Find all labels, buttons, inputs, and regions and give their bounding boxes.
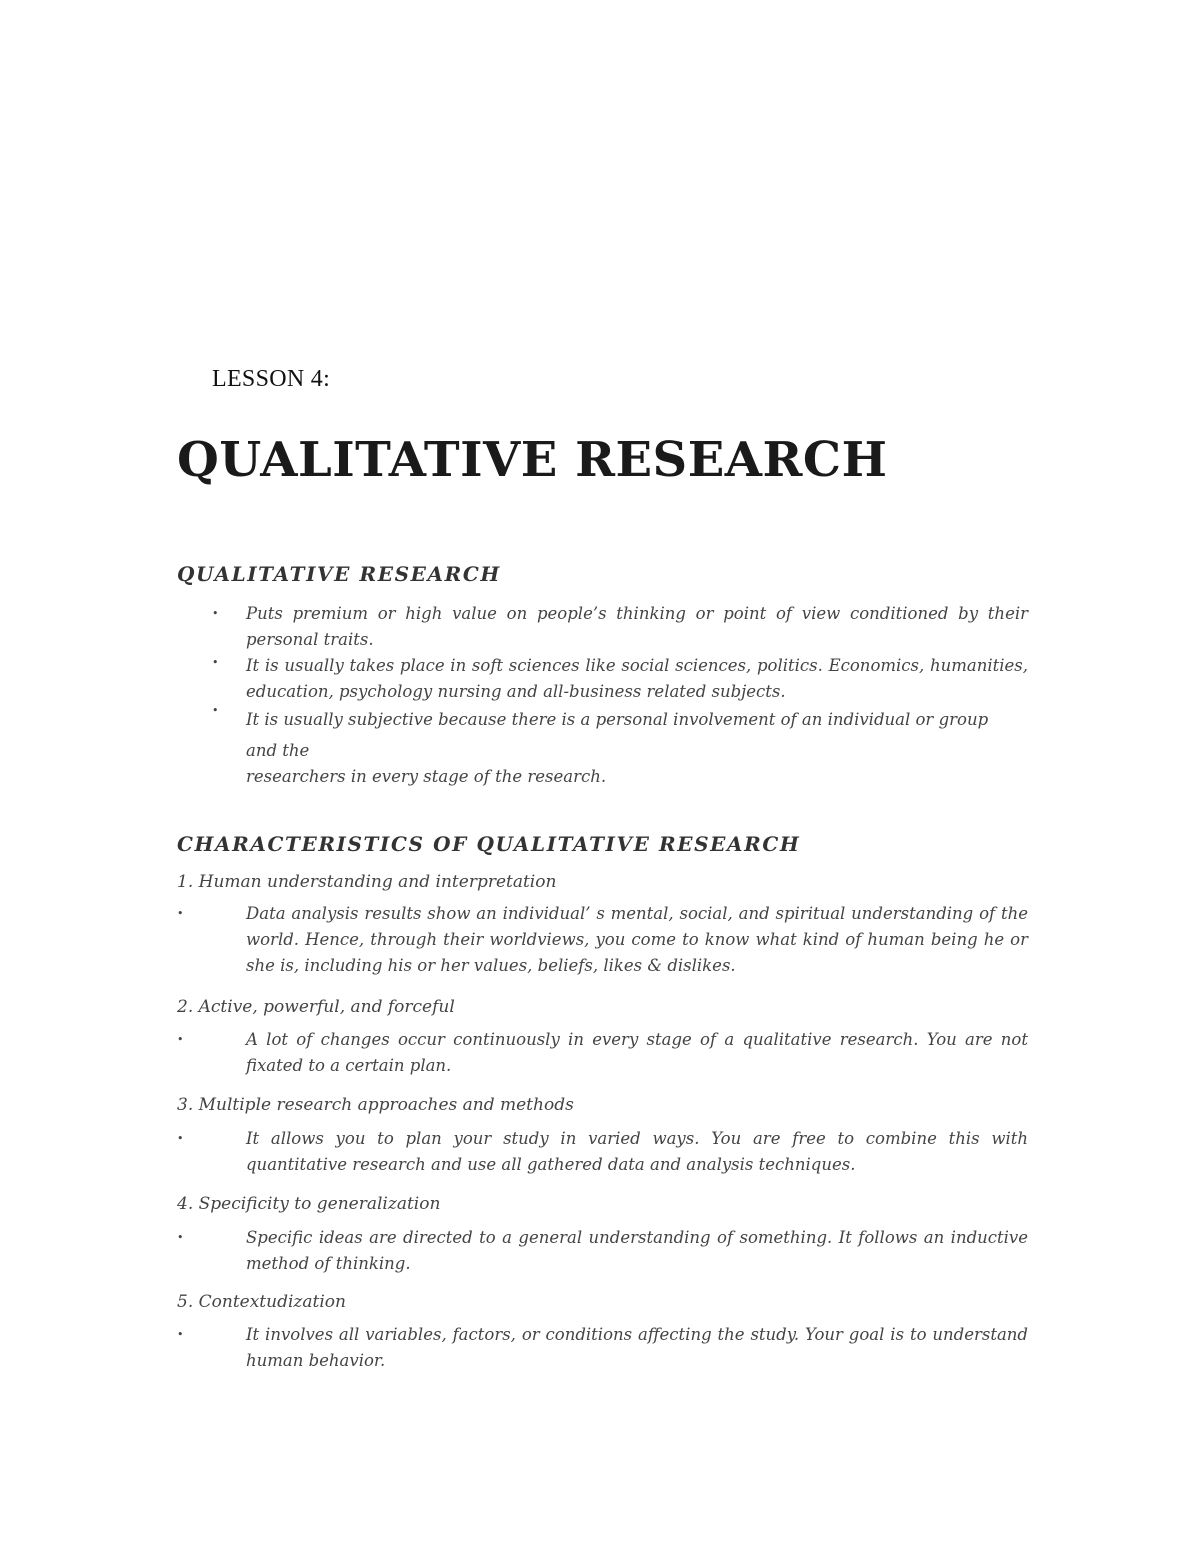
section1-bullet-3-line-3: researchers in every stage of the research.: [246, 767, 607, 786]
bullet-icon: •: [177, 1328, 184, 1341]
characteristic-1-title: 1. Human understanding and interpretation: [177, 872, 557, 892]
characteristic-4-text: Specific ideas are directed to a general understanding of something. It follows an inductive method of thinking.: [246, 1228, 1028, 1273]
section-heading-characteristics: CHARACTERISTICS OF QUALITATIVE RESEARCH: [177, 832, 801, 856]
bullet-icon: •: [177, 1231, 184, 1244]
section-heading-qualitative-research: QUALITATIVE RESEARCH: [177, 562, 501, 586]
bullet-icon: •: [177, 1132, 184, 1145]
characteristic-5-text: It involves all variables, factors, or conditions affecting the study. Your goal is to understand human behavior.: [246, 1325, 1028, 1370]
section1-bullet-2: It is usually takes place in soft sciences like social sciences, politics. Economics, humanities, education, psychology nursing and all-business related subjects.: [246, 656, 1028, 701]
lesson-label: LESSON 4:: [212, 366, 331, 392]
section1-bullet-1: Puts premium or high value on people’s thinking or point of view conditioned by their personal traits.: [246, 604, 1028, 649]
bullet-icon: •: [212, 656, 219, 669]
bullet-icon: •: [212, 704, 219, 717]
page-title: QUALITATIVE RESEARCH: [177, 432, 888, 488]
characteristic-3-title: 3. Multiple research approaches and methods: [177, 1095, 574, 1115]
section1-bullet-3-line-1: It is usually subjective because there is a personal involvement of an individual or group: [246, 710, 989, 729]
characteristic-2-title: 2. Active, powerful, and forceful: [177, 997, 455, 1017]
characteristic-4-title: 4. Specificity to generalization: [177, 1194, 441, 1214]
bullet-icon: •: [212, 607, 219, 620]
bullet-icon: •: [177, 907, 184, 920]
characteristic-2-text: A lot of changes occur continuously in every stage of a qualitative research. You are not fixated to a certain plan.: [246, 1030, 1028, 1075]
characteristic-3-text: It allows you to plan your study in varied ways. You are free to combine this with quantitative research and use all gathered data and analysis techniques.: [246, 1129, 1028, 1174]
bullet-icon: •: [177, 1033, 184, 1046]
section1-bullet-3-line-2: and the: [246, 741, 310, 760]
characteristic-5-title: 5. Contextudization: [177, 1292, 346, 1312]
characteristic-1-text: Data analysis results show an individual’ s mental, social, and spiritual understanding of the world. Hence, through their worldviews, you come to know what kind of human being he or she is, including his or her values, beliefs, likes & dislikes.: [246, 904, 1028, 975]
